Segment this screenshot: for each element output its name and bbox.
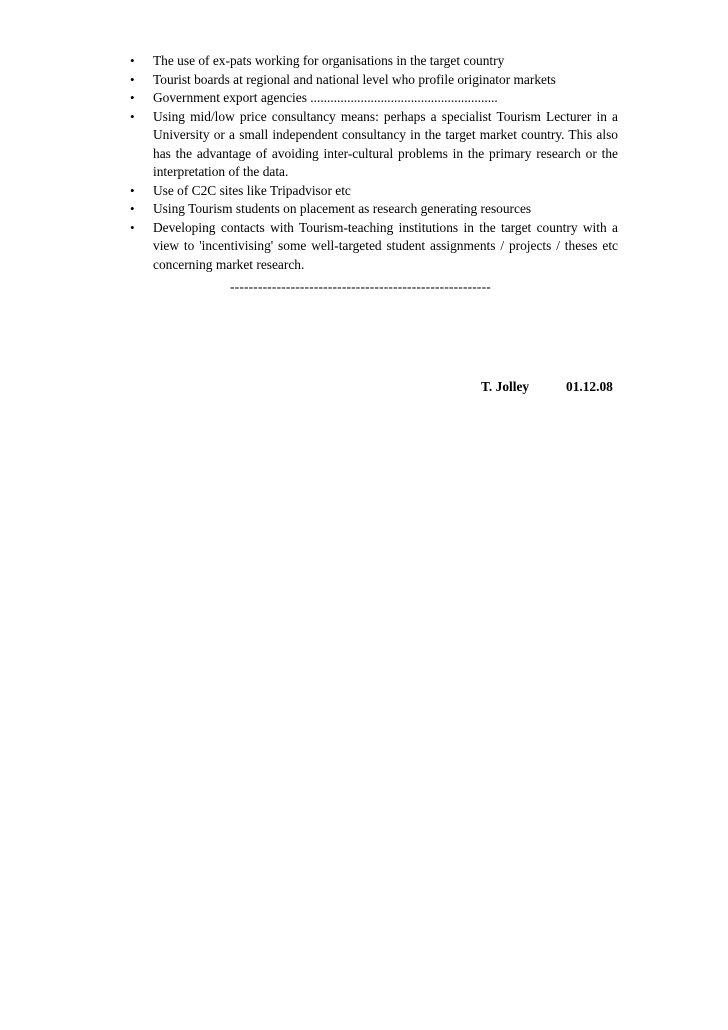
list-item-text: Using Tourism students on placement as research generating resources: [153, 201, 532, 216]
signature-date: 01.12.08: [566, 379, 613, 394]
list-item-text: Use of C2C sites like Tripadvisor etc: [153, 182, 351, 198]
bullet-icon: •: [130, 71, 135, 87]
list-item-text: Tourist boards at regional and national level who profile originator markets: [153, 71, 556, 87]
signature-author: T. Jolley: [481, 379, 530, 394]
bullet-icon: •: [130, 53, 135, 68]
list-item: [129, 108, 618, 182]
list-item-text: Government export agencies ........................................................: [153, 90, 498, 105]
bullet-icon: •: [130, 108, 135, 124]
list-item-text: The use of ex-pats working for organisations in the target country: [153, 53, 505, 68]
bullet-icon: •: [130, 201, 135, 216]
bullet-list: [129, 52, 618, 274]
list-item: [129, 52, 618, 71]
bullet-icon: •: [130, 90, 135, 105]
list-item-text: Developing contacts with Tourism-teaching institutions in the target country with a view to 'incentivising' some well-targeted student assignments / projects / theses etc concerning market research.: [153, 219, 618, 272]
list-item-text: Using mid/low price consultancy means: perhaps a specialist Tourism Lecturer in a University or a small independent consultancy in the target market country. This also has the advantage of avoiding inter-cultural problems in the primary research or the interpretation of the data.: [153, 108, 618, 179]
list-item: [129, 182, 618, 201]
separator-line: --------------------------------------------------------: [230, 279, 491, 294]
list-item: [129, 89, 618, 108]
bullet-icon: •: [130, 182, 135, 198]
list-item: [129, 219, 618, 275]
bullet-icon: •: [130, 219, 135, 235]
list-item: [129, 71, 618, 90]
list-item: [129, 200, 618, 219]
